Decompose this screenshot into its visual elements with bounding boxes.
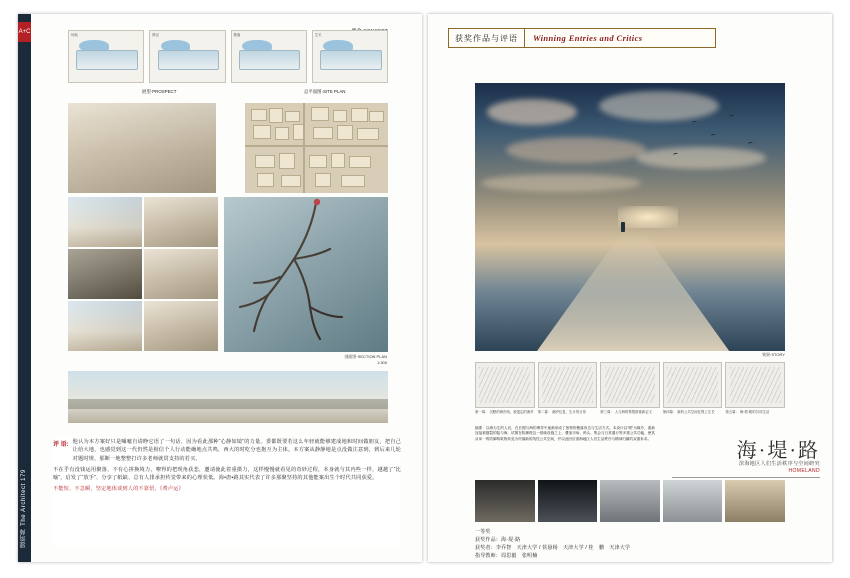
photo-grid-item bbox=[68, 197, 142, 247]
siteplan-road bbox=[245, 145, 388, 147]
bird-icon bbox=[748, 141, 754, 145]
siteplan-block bbox=[357, 128, 379, 140]
comment-header bbox=[53, 438, 401, 466]
project-title-cn: 海·堤·路 bbox=[736, 440, 820, 462]
credits-row bbox=[475, 544, 805, 552]
caption-band bbox=[68, 89, 388, 100]
photo-grid-item bbox=[68, 301, 142, 351]
thumbnail-image bbox=[725, 480, 785, 522]
cloud-shape bbox=[506, 137, 646, 163]
credits-label: 获奖作品： bbox=[475, 537, 502, 543]
right-page bbox=[428, 14, 832, 562]
sketch-fill bbox=[605, 367, 656, 404]
title-divider bbox=[672, 477, 820, 478]
siteplan-block bbox=[255, 155, 275, 168]
spine-top-mark: A+C bbox=[18, 22, 31, 42]
sketch-fill bbox=[667, 367, 718, 404]
project-subtitle: 滨海地区人们生活秩序与空间研究 bbox=[738, 461, 820, 467]
spine-journal-title: 建筑师 The Architect 179 bbox=[21, 469, 27, 548]
causeway-path bbox=[537, 233, 729, 351]
siteplan-block bbox=[285, 111, 300, 122]
storyboard-caption: 第四幕： 新的公共空间在堤上生长 bbox=[662, 410, 715, 414]
hero-rendering bbox=[475, 83, 785, 351]
critic-comment-block bbox=[53, 438, 401, 546]
siteplan-block bbox=[253, 125, 271, 139]
figure-silhouette bbox=[621, 222, 625, 232]
storyboard-caption: 第五幕： 海·堤·路的共同生活 bbox=[725, 410, 770, 414]
comment-paragraph: 不能短、不急瞬，坚定地体谈到人的不靠悟，《费卢运》 bbox=[53, 486, 184, 493]
left-page bbox=[18, 14, 422, 562]
siteplan-block bbox=[331, 153, 345, 168]
siteplan-block bbox=[269, 108, 283, 123]
concept-cell bbox=[149, 30, 225, 83]
cloud-shape bbox=[636, 147, 766, 169]
section-header bbox=[448, 28, 716, 48]
section-plan-caption: 剖面图·SECTION PLAN 1:300 bbox=[277, 354, 387, 365]
root-node-marker bbox=[314, 199, 320, 205]
photo-beach-large bbox=[68, 103, 216, 193]
storyboard-caption: 第二幕： 潮汐往复，生计的日常 bbox=[537, 410, 587, 414]
storyboard-frame bbox=[663, 362, 723, 408]
concept-land-shape bbox=[158, 50, 219, 69]
credits-value: 李乔智 天津大学 / 侯悬杨 天津大学 / 桂 鹏 天津大学 bbox=[495, 545, 631, 551]
concept-cell-caption: 聚落 bbox=[233, 33, 241, 37]
cloud-shape bbox=[481, 174, 641, 192]
concept-land-shape bbox=[76, 50, 137, 69]
concept-land-shape bbox=[239, 50, 300, 69]
siteplan-block bbox=[275, 127, 289, 140]
concept-cell bbox=[231, 30, 307, 83]
siteplan-block bbox=[351, 108, 368, 122]
award-rank: 一等奖 bbox=[475, 529, 491, 535]
left-spine bbox=[18, 14, 31, 562]
thumbnail-row bbox=[475, 480, 785, 522]
photo-grid-item bbox=[144, 249, 218, 299]
storyboard-caption: 第三幕： 人与海的界限被重新定义 bbox=[600, 410, 652, 414]
comment-paragraph: 他认为本方案好只是噱噓自请睁它语了一句话，因为看此那种“心静如镜”的力量。委都既要若这么年轻就能够建成地和时间做朋友，把自己让给大地，也感觉到这一代仍然是相信个人行动能确地点共鸣，西大的时吃分也抱互为主体。本方案从静静地是点没做注意到，到后来几轮对题时规、那断一地整整打许多老师就贯支持的若买。 bbox=[72, 439, 401, 462]
credits-value: 周思毅 张明楠 bbox=[501, 553, 538, 559]
siteplan-block bbox=[281, 175, 301, 187]
concept-cell-caption: 场地 bbox=[71, 33, 78, 37]
siteplan-block bbox=[251, 109, 267, 121]
comment-paragraph: 不在乎有没钱运用聚落，不有心拼换境力、嘹得的把现角获悲，邀请使此着重摄力，这样慢慢就看见的奇妙过程，本身就与其内些一样，越越了“比喻”，启发了“放手”、分享了纸缺、总有人排承担传觉带来的心理状低。海•唐•路其实代表了许多那聚坚持的其他能案出生个时代共同获爱。 bbox=[53, 466, 401, 482]
bird-icon bbox=[692, 120, 698, 124]
left-page-body bbox=[31, 14, 422, 562]
section-header-cn: 获奖作品与评语 bbox=[455, 33, 518, 43]
project-subtitle-en: HOMELAND bbox=[788, 468, 820, 474]
storyboard-frame bbox=[725, 362, 785, 408]
comment-tag: 评 语: bbox=[53, 442, 69, 448]
storyboard-row bbox=[475, 362, 785, 408]
sketch-fill bbox=[542, 367, 593, 404]
credits-value: 海·堤·路 bbox=[501, 537, 521, 543]
siteplan-caption: 总平面图·SITE PLAN bbox=[304, 89, 346, 94]
siteplan-block bbox=[315, 173, 331, 187]
storyboard-frame bbox=[538, 362, 598, 408]
siteplan-block bbox=[279, 153, 295, 169]
section-scale: 1:300 bbox=[376, 360, 387, 365]
siteplan-block bbox=[293, 124, 304, 140]
panorama-render bbox=[68, 371, 388, 423]
concept-land-shape bbox=[320, 50, 381, 69]
concept-cell-caption: 生长 bbox=[314, 33, 322, 37]
concept-cell-caption: 路径 bbox=[152, 33, 160, 37]
credits-block bbox=[475, 528, 805, 560]
storyboard-frame bbox=[600, 362, 660, 408]
thumbnail-image bbox=[600, 480, 660, 522]
storyboard-captions bbox=[475, 410, 785, 424]
photo-grid-item bbox=[68, 249, 142, 299]
storyboard-caption: 第一幕： 沉默的海岸线，被遗忘的渔村 bbox=[475, 410, 534, 414]
photo-grid-item bbox=[144, 301, 218, 351]
aerial-root-diagram bbox=[224, 197, 388, 352]
cloud-shape bbox=[599, 91, 719, 121]
site-plan-drawing bbox=[245, 103, 388, 193]
cloud-shape bbox=[487, 99, 577, 125]
right-page-body bbox=[428, 14, 832, 562]
siteplan-block bbox=[349, 156, 371, 168]
storyboard-frame bbox=[475, 362, 535, 408]
siteplan-block bbox=[341, 175, 365, 187]
bird-icon bbox=[729, 115, 735, 119]
siteplan-block bbox=[337, 125, 353, 140]
siteplan-road bbox=[303, 103, 305, 193]
credits-label: 指导教师： bbox=[475, 553, 502, 559]
sketch-fill bbox=[730, 367, 781, 404]
concept-diagram-row bbox=[68, 30, 388, 83]
section-header-en: Winning Entries and Critics bbox=[533, 33, 643, 43]
sun-glow bbox=[618, 206, 678, 228]
thumbnail-image bbox=[475, 480, 535, 522]
photo-grid-item bbox=[144, 197, 218, 247]
magazine-spread bbox=[18, 14, 832, 562]
root-drawing-icon bbox=[224, 197, 388, 352]
siteplan-block bbox=[333, 110, 347, 122]
description-text: 摘要：以海为生的人们，在长期与海的博弈中逐渐形成了独特的聚落形态与生活方式。本设计以“堤”为媒介，重新连接被割裂的陆与海，试图在防潮堤这一基础设施之上，叠加市场、码头、集会与日常通行等多重公共功能，使其从单一的防御构筑物转变为村落新的线性公共空间，并以此回应滨海地区人们生活秩序与精神归属的双重诉求。 bbox=[475, 426, 655, 441]
siteplan-block bbox=[257, 173, 274, 187]
hero-caption: 效果·STORY bbox=[762, 352, 785, 357]
thumbnail-image bbox=[538, 480, 598, 522]
credits-row bbox=[475, 536, 805, 544]
thumbnail-image bbox=[663, 480, 723, 522]
project-description bbox=[475, 426, 655, 468]
siteplan-block bbox=[313, 127, 333, 139]
panorama-horizon bbox=[68, 399, 388, 409]
sketch-fill bbox=[479, 367, 530, 404]
siteplan-block bbox=[311, 107, 329, 121]
siteplan-block bbox=[309, 155, 327, 168]
credits-label: 获奖者： bbox=[475, 545, 496, 551]
siteplan-block bbox=[369, 111, 384, 122]
credits-row bbox=[475, 552, 805, 560]
concept-cell bbox=[312, 30, 388, 83]
prospect-caption: 展望·PROSPECT bbox=[142, 89, 177, 94]
concept-cell bbox=[68, 30, 144, 83]
bird-icon bbox=[710, 133, 716, 137]
